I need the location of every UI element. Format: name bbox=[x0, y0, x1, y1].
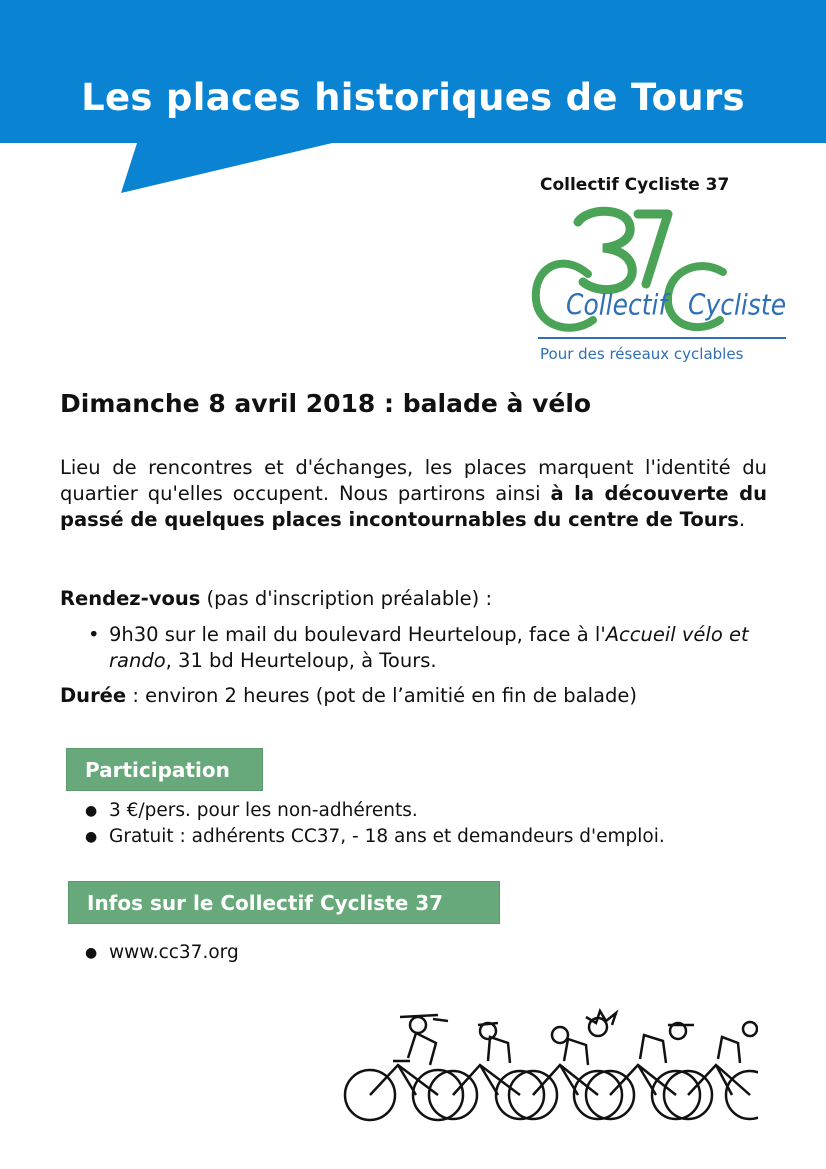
rendezvous-details: • 9h30 sur le mail du boulevard Heurteloup, face à l'Accueil vélo et rando, 31 bd Heurteloup, à Tours. bbox=[88, 623, 749, 672]
list-item: ● 3 €/pers. pour les non-adhérents. bbox=[85, 798, 665, 824]
list-item: ● Gratuit : adhérents CC37, - 18 ans et demandeurs d'emploi. bbox=[85, 824, 665, 850]
infos-section-header: Infos sur le Collectif Cycliste 37 bbox=[68, 881, 500, 924]
bullet-icon: ● bbox=[85, 945, 98, 961]
collectif-cycliste-logo bbox=[528, 202, 790, 367]
event-heading: Dimanche 8 avril 2018 : balade à vélo bbox=[60, 389, 592, 418]
logo-word-cycliste: Cycliste bbox=[688, 289, 787, 323]
bullet-icon: ● bbox=[85, 829, 98, 845]
event-description: Lieu de rencontres et d'échanges, les places marquent l'identité du quartier qu'elles occupent. Nous partirons ainsi à la découverte du passé de quelques places incontournables du centre de Tours. bbox=[60, 456, 767, 531]
list-item bbox=[85, 940, 239, 966]
logo-word-collectif: Collectif bbox=[566, 289, 668, 323]
duration-line: Durée : environ 2 heures (pot de l’amitié en fin de balade) bbox=[60, 684, 637, 707]
rendezvous-label: Rendez-vous bbox=[60, 587, 201, 610]
bullet-icon: ● bbox=[85, 803, 98, 819]
page-title: Les places historiques de Tours bbox=[81, 76, 745, 119]
logo-tagline: Pour des réseaux cyclables bbox=[540, 345, 744, 363]
organization-name: Collectif Cycliste 37 bbox=[540, 175, 730, 195]
rendezvous-line: Rendez-vous (pas d'inscription préalable) : bbox=[60, 587, 493, 610]
duration-label: Durée bbox=[60, 684, 127, 707]
website-link[interactable]: www.cc37.org bbox=[109, 942, 239, 963]
cyclists-illustration bbox=[338, 1003, 758, 1125]
participation-list bbox=[85, 798, 665, 850]
participation-section-header: Participation bbox=[66, 748, 263, 791]
event-description-highlight: à la découverte du passé de quelques places incontournables du centre de Tours bbox=[60, 482, 767, 531]
meeting-place: Accueil vélo et rando bbox=[109, 623, 749, 672]
infos-list bbox=[85, 940, 239, 966]
bullet-icon: • bbox=[88, 623, 100, 646]
